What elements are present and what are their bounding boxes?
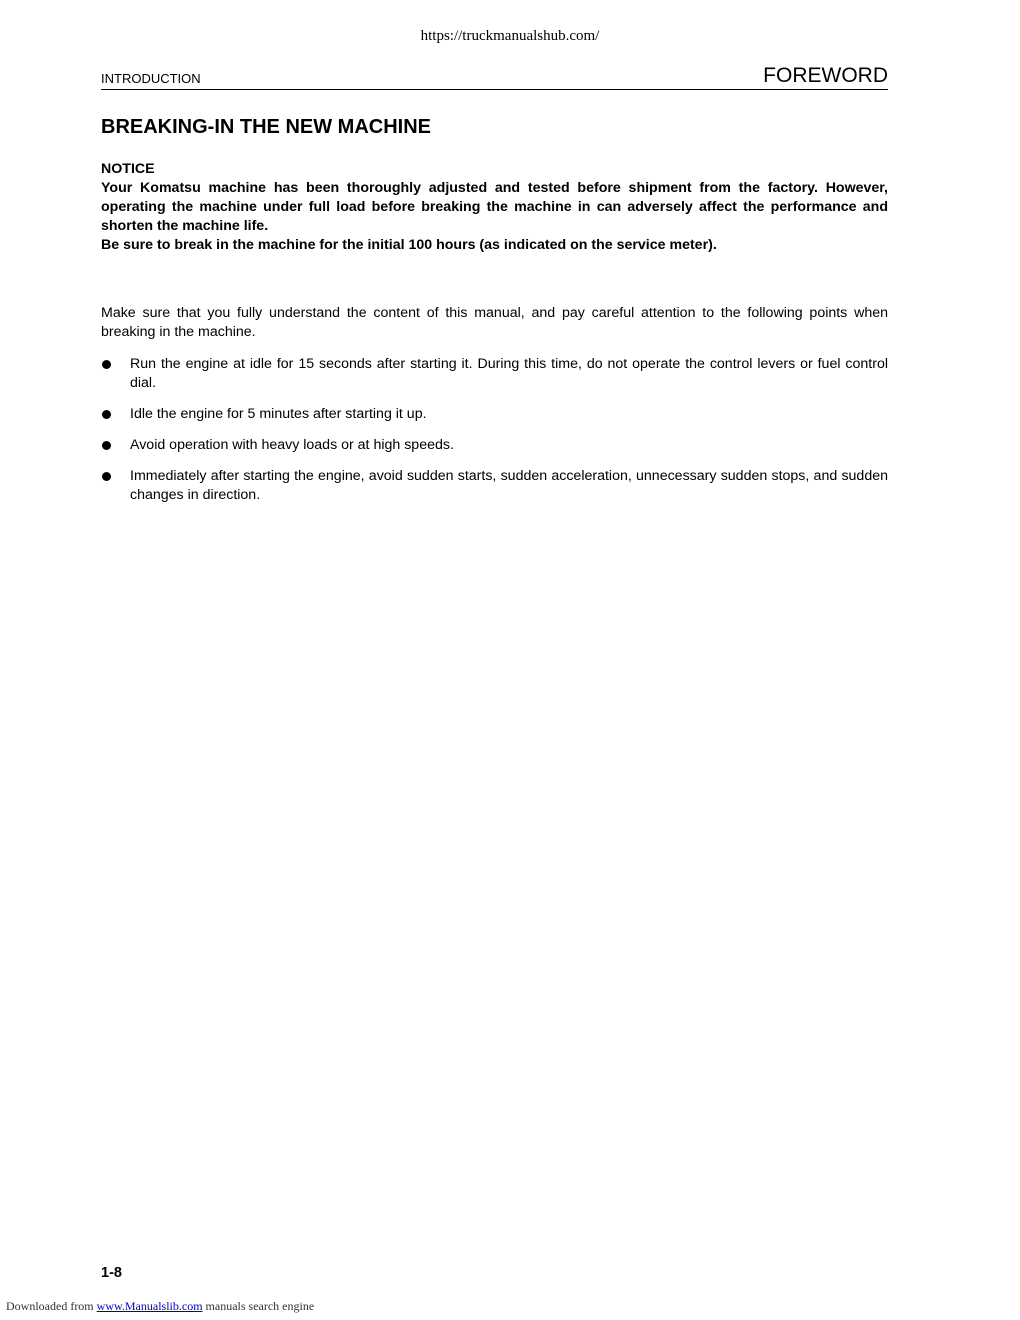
page-header (101, 62, 888, 90)
list-item (101, 467, 888, 505)
list-item-text: Idle the engine for 5 minutes after starting it up. (130, 406, 427, 422)
list-item-text: Avoid operation with heavy loads or at high speeds. (130, 437, 454, 453)
manualslib-link[interactable]: www.Manualslib.com (96, 1299, 203, 1313)
list-item (101, 436, 888, 455)
notice-heading: NOTICE (101, 161, 155, 177)
bullet-icon (102, 410, 111, 419)
list-item (101, 355, 888, 393)
bullet-icon (102, 360, 111, 369)
page-title: BREAKING-IN THE NEW MACHINE (101, 116, 431, 138)
intro-paragraph: Make sure that you fully understand the content of this manual, and pay careful attention to the following points when breaking in the machine. (101, 305, 888, 340)
source-url: https://truckmanualshub.com/ (420, 28, 600, 44)
bullet-icon (102, 441, 111, 450)
page-content (101, 114, 888, 517)
notice-block (101, 160, 888, 255)
list-item-text: Immediately after starting the engine, avoid sudden starts, sudden acceleration, unnecessary sudden stops, and sudden changes in direction. (130, 468, 888, 503)
footer-prefix: Downloaded from (6, 1299, 94, 1313)
breaking-in-points (101, 355, 888, 505)
bullet-icon (102, 472, 111, 481)
footer-suffix: manuals search engine (205, 1299, 315, 1313)
page-number: 1-8 (101, 1265, 122, 1281)
notice-paragraph: Be sure to break in the machine for the initial 100 hours (as indicated on the service meter). (101, 237, 717, 253)
notice-paragraph: Your Komatsu machine has been thoroughly adjusted and tested before shipment from the factory. However, operating the machine under full load before breaking the machine in can adversely affect the performance and shorten the machine life. (101, 180, 888, 234)
chapter-label: FOREWORD (763, 64, 888, 87)
list-item-text: Run the engine at idle for 15 seconds after starting it. During this time, do not operate the control levers or fuel control dial. (130, 356, 888, 391)
download-footer (6, 1299, 314, 1314)
list-item (101, 405, 888, 424)
section-label: INTRODUCTION (101, 71, 201, 86)
